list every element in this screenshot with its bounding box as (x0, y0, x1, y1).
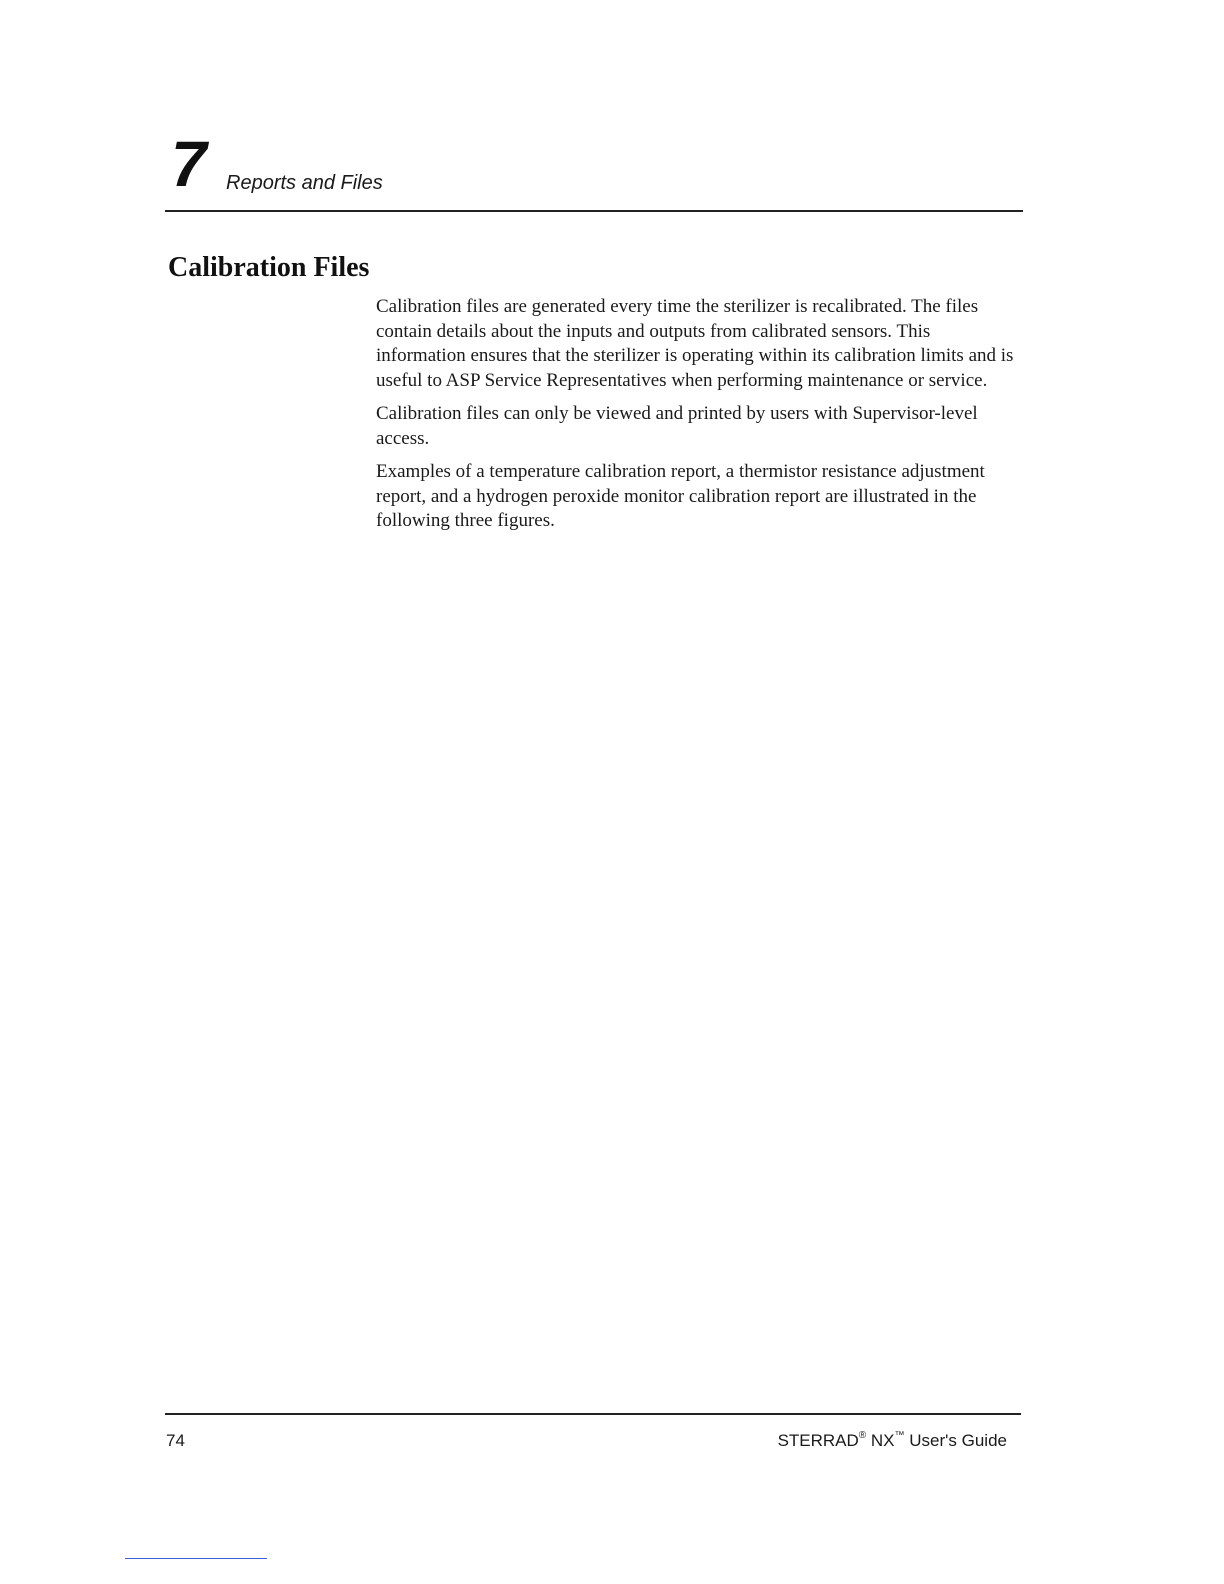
header-divider (165, 210, 1023, 212)
page-header (165, 128, 1025, 216)
guide-model: NX (870, 1431, 895, 1450)
footer-divider (165, 1413, 1021, 1415)
paragraph-calibration-overview: Calibration files are generated every time the sterilizer is recalibrated. The files contain details about the inputs and outputs from calibrated sensors. This information ensures that the sterilizer is operating within its calibration limits and is useful to ASP Service Representatives when performing maintenance or service. (376, 296, 1014, 391)
bottom-link-underline (125, 1558, 267, 1559)
guide-title (778, 1430, 1007, 1452)
section-body (376, 295, 1021, 543)
registered-mark: ® (858, 1430, 867, 1442)
paragraph-access-level: Calibration files can only be viewed and printed by users with Supervisor-level access. (376, 403, 978, 449)
chapter-title: Reports and Files (226, 172, 383, 194)
paragraph-examples: Examples of a temperature calibration report, a thermistor resistance adjustment report, and a hydrogen peroxide monitor calibration report are illustrated in the following three figures. (376, 461, 985, 531)
guide-suffix: User's Guide (909, 1431, 1007, 1450)
page-number: 74 (166, 1431, 185, 1450)
trademark-mark: ™ (894, 1430, 905, 1442)
section-heading: Calibration Files (168, 252, 370, 283)
guide-product: STERRAD (777, 1431, 859, 1450)
chapter-number: 7 (171, 128, 207, 200)
